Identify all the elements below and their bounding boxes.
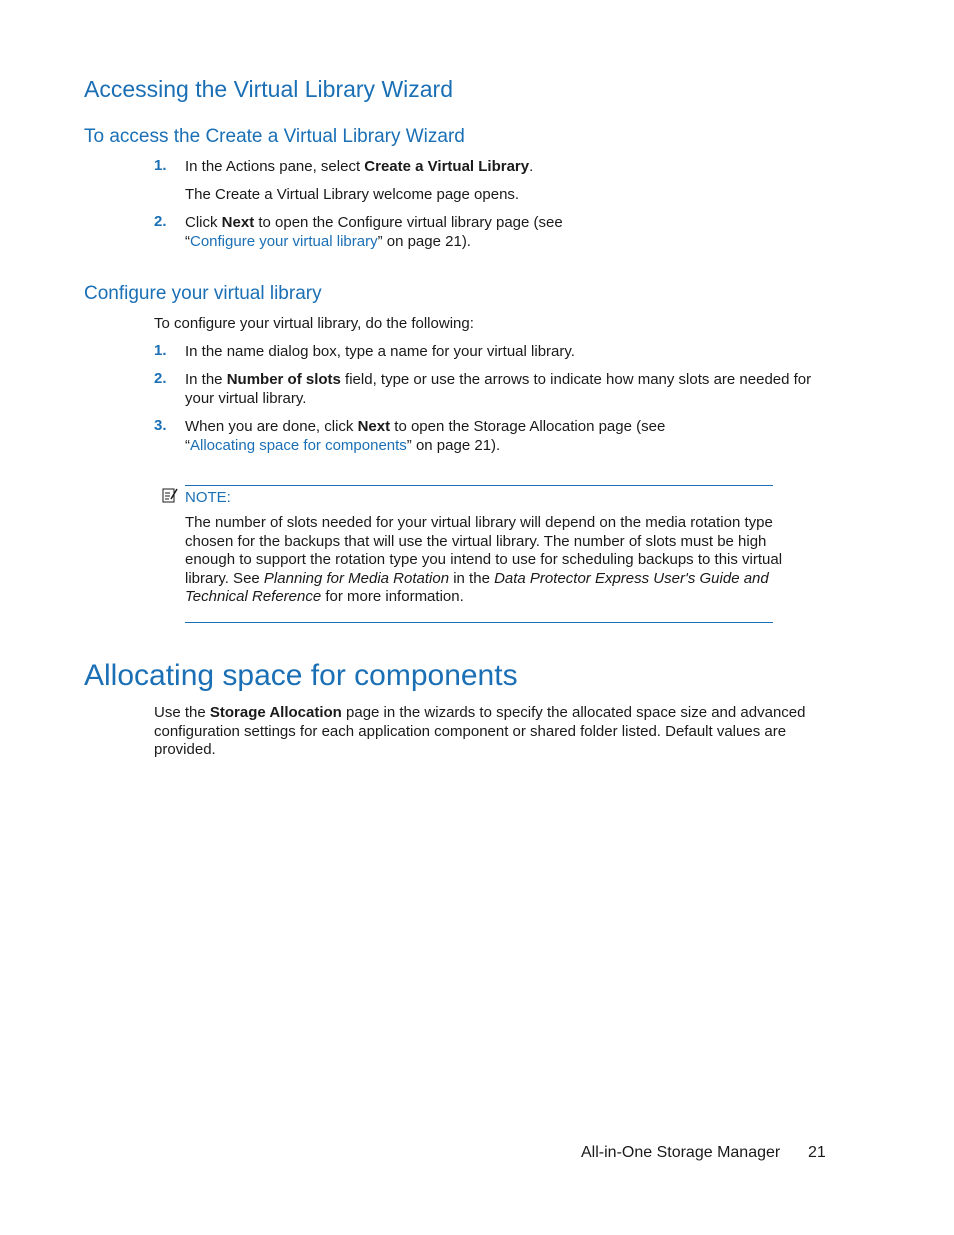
page-number: 21 — [808, 1144, 826, 1161]
configure-step-3: When you are done, click Next to open the Storage Allocation page (see “Allocating space for components” on page 21). — [185, 418, 666, 454]
configure-step-2: In the Number of slots field, type or use the arrows to indicate how many slots are needed for your virtual library. — [185, 371, 812, 407]
step-1-result: The Create a Virtual Library welcome page opens. — [185, 186, 520, 203]
step-number: 2. — [154, 213, 167, 230]
step-number: 1. — [154, 157, 167, 174]
step-number: 2. — [154, 370, 167, 387]
note-bottom-rule — [185, 622, 773, 623]
link-allocating-space[interactable]: Allocating space for components — [190, 437, 407, 454]
note-label: NOTE: — [185, 489, 231, 506]
step-number: 3. — [154, 417, 167, 434]
step-2-text: Click Next to open the Configure virtual library page (see “Configure your virtual library” on page 21). — [185, 214, 563, 250]
heading-configure-virtual-library: Configure your virtual library — [84, 283, 322, 304]
heading-allocating-space: Allocating space for components — [84, 659, 518, 692]
heading-accessing-wizard: Accessing the Virtual Library Wizard — [84, 76, 453, 102]
note-top-rule — [185, 485, 773, 486]
heading-to-access-wizard: To access the Create a Virtual Library Wizard — [84, 126, 465, 147]
step-1-text: In the Actions pane, select Create a Virtual Library. — [185, 158, 534, 175]
footer-title: All-in-One Storage Manager — [581, 1144, 781, 1161]
configure-step-1: In the name dialog box, type a name for your virtual library. — [185, 343, 575, 360]
note-body: The number of slots needed for your virtual library will depend on the media rotation type chosen for the backups that will use the virtual library. The number of slots must be high enough to support the rotation type you intend to use for scheduling backups to this virtual library. See Planning for Media Rotation in the Data Protector Express User's Guide and Technical Reference for more information. — [185, 514, 783, 606]
step-number: 1. — [154, 342, 167, 359]
configure-intro: To configure your virtual library, do the following: — [154, 315, 474, 332]
link-configure-virtual-library[interactable]: Configure your virtual library — [190, 233, 378, 250]
allocating-body: Use the Storage Allocation page in the wizards to specify the allocated space size and advanced configuration settings for each application component or shared folder listed. Default values are provided. — [154, 704, 806, 759]
note-pencil-icon — [162, 487, 178, 503]
